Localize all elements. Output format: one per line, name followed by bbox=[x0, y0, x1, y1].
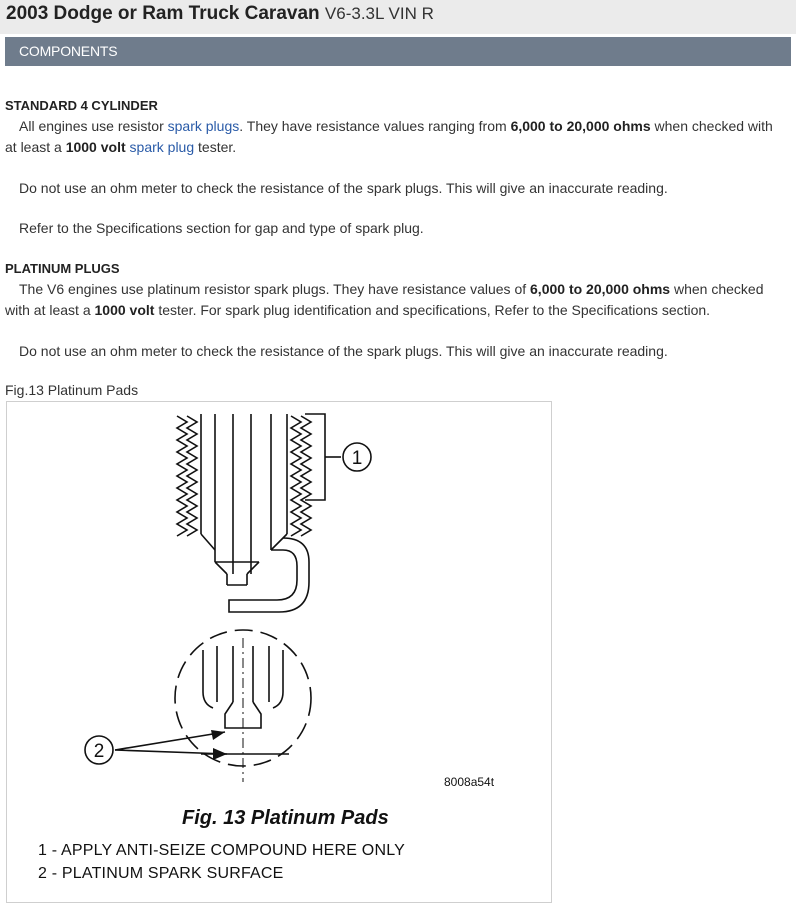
callout-2-number: 2 bbox=[93, 741, 105, 762]
voltage-value: 1000 volt bbox=[65, 139, 126, 155]
figure-platinum-pads[interactable] bbox=[6, 401, 552, 903]
figure-caption: Fig.13 Platinum Pads bbox=[5, 382, 139, 398]
text-segment: when checked with at least a bbox=[5, 118, 773, 155]
platinum-heading: PLATINUM PLUGS bbox=[5, 261, 120, 276]
standard-paragraph-3: Refer to the Specifications section for gap and type of spark plug. bbox=[19, 220, 424, 236]
callout-2-arrowhead-a bbox=[211, 730, 225, 740]
callout-1-number: 1 bbox=[351, 448, 363, 469]
standard-paragraph-1 bbox=[5, 116, 787, 158]
shell-bottom-right bbox=[271, 534, 287, 550]
resistance-range: 6,000 to 20,000 ohms bbox=[510, 118, 651, 134]
text-segment: All engines use resistor bbox=[19, 118, 168, 134]
title-vehicle: 2003 Dodge or Ram Truck Caravan bbox=[6, 3, 320, 24]
insulator-cone-left bbox=[215, 562, 227, 574]
section-header-label: COMPONENTS bbox=[19, 43, 118, 59]
detail-shell-left bbox=[203, 650, 213, 708]
platinum-section bbox=[5, 258, 787, 321]
platinum-paragraph-2: Do not use an ohm meter to check the resistance of the spark plugs. This will give an inaccurate reading. bbox=[19, 343, 668, 359]
figure-title: Fig. 13 Platinum Pads bbox=[182, 807, 389, 829]
text-segment: when checked with at least a bbox=[5, 281, 764, 318]
section-header bbox=[5, 37, 791, 66]
title-engine: V6-3.3L VIN R bbox=[324, 4, 434, 23]
standard-heading: STANDARD 4 CYLINDER bbox=[5, 98, 158, 113]
callout-2-leader-b bbox=[115, 750, 227, 754]
figure-code: 8008a54t bbox=[444, 775, 495, 789]
text-segment: tester. For spark plug identification and specifications, Refer to the Specifications section. bbox=[154, 302, 711, 318]
voltage-value: 1000 volt bbox=[94, 302, 155, 318]
standard-paragraph-2: Do not use an ohm meter to check the resistance of the spark plugs. This will give an inaccurate reading. bbox=[19, 180, 668, 196]
callout-2-arrowhead-b bbox=[213, 748, 227, 760]
resistance-range: 6,000 to 20,000 ohms bbox=[530, 281, 671, 297]
page-title bbox=[6, 2, 434, 26]
ground-electrode bbox=[229, 538, 309, 612]
spark-plug-link[interactable]: spark plug bbox=[129, 139, 195, 155]
title-bar bbox=[0, 0, 796, 34]
insulator-cone-right bbox=[247, 562, 259, 574]
callout-2-leader-a bbox=[115, 732, 225, 750]
detail-shell-right bbox=[273, 650, 283, 708]
text-segment: The V6 engines use platinum resistor spark plugs. They have resistance values of bbox=[19, 281, 531, 297]
text-segment: tester. bbox=[194, 139, 237, 155]
spark-plugs-link[interactable]: spark plugs bbox=[167, 118, 240, 134]
figure-legend-item-2: 2 - PLATINUM SPARK SURFACE bbox=[38, 865, 284, 882]
figure-legend-item-1: 1 - APPLY ANTI-SEIZE COMPOUND HERE ONLY bbox=[38, 842, 405, 859]
standard-section bbox=[5, 95, 787, 158]
text-segment: . They have resistance values ranging from bbox=[239, 118, 511, 134]
shell-bottom-left bbox=[201, 534, 215, 550]
platinum-paragraph-1 bbox=[5, 279, 787, 321]
